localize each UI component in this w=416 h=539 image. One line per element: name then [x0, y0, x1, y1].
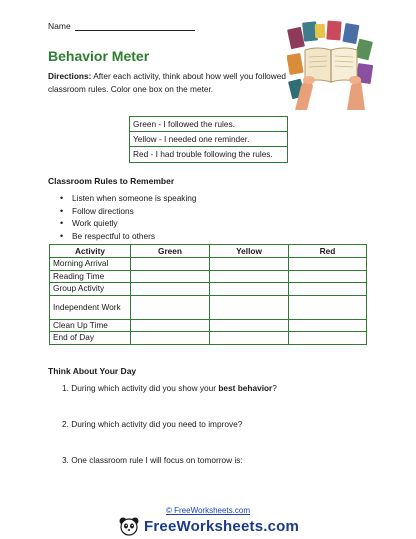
key-color-label: Green: [133, 119, 157, 129]
activity-cell: Independent Work: [50, 295, 131, 319]
yellow-cell[interactable]: [210, 295, 289, 319]
activity-cell: Group Activity: [50, 283, 131, 296]
table-row: [50, 332, 367, 345]
key-color-label: Yellow: [133, 134, 157, 144]
green-cell[interactable]: [131, 332, 210, 345]
books-and-hands-illustration: [287, 20, 375, 110]
activity-cell: Clean Up Time: [50, 319, 131, 332]
directions-label: Directions:: [48, 71, 92, 81]
list-item: • Follow directions: [58, 205, 197, 218]
key-text: - I had trouble following the rules.: [148, 149, 273, 159]
table-row: [50, 319, 367, 332]
red-cell[interactable]: [289, 332, 367, 345]
logo-text: FreeWorksheets.com: [144, 517, 300, 535]
key-row-green: [130, 117, 287, 132]
list-item: • Be respectful to others: [58, 230, 197, 243]
panda-logo-icon: [118, 516, 140, 536]
list-item: • Listen when someone is speaking: [58, 192, 197, 205]
question-text: 1. During which activity did you show your: [62, 383, 219, 393]
question-3: 3. One classroom rule I will focus on tomorrow is:: [62, 455, 243, 465]
key-text: - I followed the rules.: [156, 119, 235, 129]
name-field: [48, 21, 195, 31]
rules-heading: Classroom Rules to Remember: [48, 176, 175, 186]
activity-cell: End of Day: [50, 332, 131, 345]
table-row: [50, 258, 367, 271]
question-1: [62, 383, 277, 393]
question-end: ?: [272, 383, 277, 393]
question-emphasis: best behavior: [218, 383, 273, 393]
footer-link[interactable]: © FreeWorksheets.com: [166, 506, 250, 515]
think-heading: Think About Your Day: [48, 366, 137, 376]
yellow-cell[interactable]: [210, 258, 289, 271]
key-row-yellow: [130, 132, 287, 147]
directions: [48, 70, 286, 96]
red-cell[interactable]: [289, 283, 367, 296]
key-text: - I needed one reminder.: [156, 134, 250, 144]
key-row-red: [130, 147, 287, 162]
column-header-red: Red: [289, 245, 367, 258]
table-row: [50, 270, 367, 283]
table-row: [50, 283, 367, 296]
question-2: 2. During which activity did you need to improve?: [62, 419, 243, 429]
yellow-cell[interactable]: [210, 332, 289, 345]
directions-text: After each activity, think about how well you followed classroom rules. Color one box on the meter.: [48, 71, 286, 94]
yellow-cell[interactable]: [210, 319, 289, 332]
red-cell[interactable]: [289, 270, 367, 283]
name-label: Name: [48, 21, 71, 31]
color-key: [129, 116, 288, 163]
key-color-label: Red: [133, 149, 149, 159]
table-row: [50, 295, 367, 319]
red-cell[interactable]: [289, 295, 367, 319]
activity-cell: Reading Time: [50, 270, 131, 283]
green-cell[interactable]: [131, 270, 210, 283]
list-item: • Work quietly: [58, 217, 197, 230]
column-header-activity: Activity: [50, 245, 131, 258]
behavior-meter-table: [49, 244, 367, 345]
green-cell[interactable]: [131, 283, 210, 296]
red-cell[interactable]: [289, 319, 367, 332]
yellow-cell[interactable]: [210, 283, 289, 296]
name-line[interactable]: [75, 22, 195, 31]
activity-cell: Morning Arrival: [50, 258, 131, 271]
red-cell[interactable]: [289, 258, 367, 271]
page-title: Behavior Meter: [48, 48, 150, 64]
column-header-yellow: Yellow: [210, 245, 289, 258]
yellow-cell[interactable]: [210, 270, 289, 283]
green-cell[interactable]: [131, 295, 210, 319]
column-header-green: Green: [131, 245, 210, 258]
green-cell[interactable]: [131, 319, 210, 332]
site-logo[interactable]: [118, 516, 299, 536]
rules-list: [58, 192, 197, 242]
green-cell[interactable]: [131, 258, 210, 271]
table-header-row: [50, 245, 367, 258]
